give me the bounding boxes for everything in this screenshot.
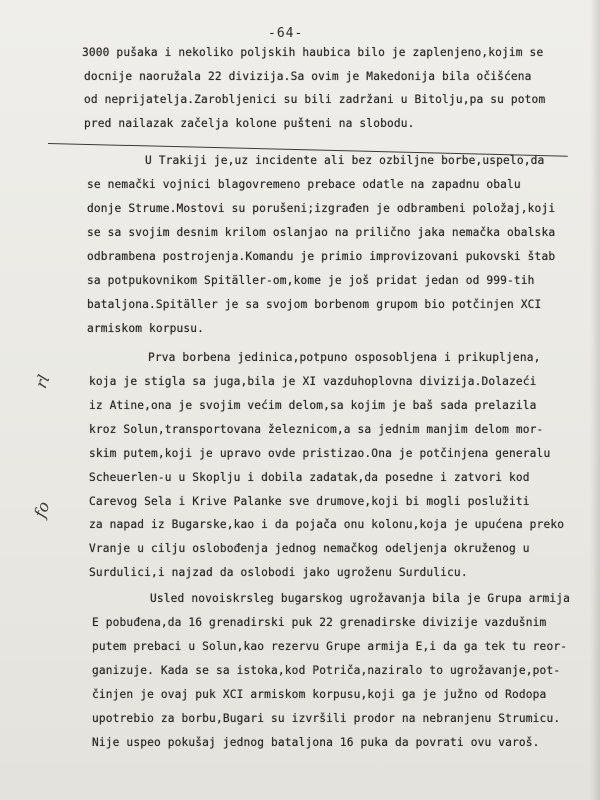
text-line: bataljona.Spitäller je sa svojom borbenom grupom bio potčinjen XCI [87,298,542,311]
text-line: putem prebaci u Solun,kao rezervu Grupe armija E,i da ga tek tu reor- [92,640,568,653]
text-line: Nije uspeo pokušaj jednog bataljona 16 puka da povrati ovu varoš. [92,736,540,749]
text-line: Surdulici,i najzad da oslobodi jako ugroženu Surdulicu. [89,566,468,579]
text-line: Scheuerlen-u u Skoplju i dobila zadatak,da posedne i zatvori kod [89,471,530,484]
text-line: ganizuje. Kada se sa istoka,kod Potriča,naziralo to ugrožavanje,pot- [92,664,561,677]
text-line: Vranje u cilju oslobođenja jednog nemačkog odeljenja okruženog u [89,542,530,555]
text-line: koja je stigla sa juga,bila je XI vazduhoplovna divizija.Dolazeći [89,375,537,388]
text-line: donje Strume.Mostovi su porušeni;izgrađen je odbrambeni položaj,koji [87,202,556,215]
text-line: docnije naoružala 22 divizija.Sa ovim je Makedonija bila očišćena [84,70,532,83]
text-line: U Trakiji je,uz incidente ali bez ozbiljne borbe,uspelo,da [145,154,545,167]
page-number: -64- [268,26,304,41]
text-line: Carevog Sela i Krive Palanke sve drumove,koji bi mogli poslužiti [89,495,530,508]
text-line: pred nailazak začelja kolone pušteni na slobodu. [84,117,415,130]
text-line: odbrambena postrojenja.Komandu je primio improvizovani pukovski štab [87,250,556,263]
margin-annotation-1: rl [31,372,54,391]
text-line: armiskom korpusu. [87,322,205,335]
text-line: se nemački vojnici blagovremeno prebace odatle na zapadnu obalu [87,178,521,191]
text-line: E pobuđena,da 16 grenadirski puk 22 grenadirske divizije vazdušnim [92,616,547,629]
text-line: upotrebio za borbu,Bugari su izvršili prodor na nebranjenu Strumicu. [92,712,561,725]
text-line: Usled novoiskrsleg bugarskog ugrožavanja bila je Grupa armija [150,592,571,605]
page-edge-shadow [590,0,600,800]
text-line: Prva borbena jedinica,potpuno osposobljena i prikupljena, [148,351,541,364]
text-line: skim putem,koji je upravo ovde pristizao.Ona je potčinjena generalu [89,447,551,460]
text-line: za napad iz Bugarske,kao i da pojača onu kolonu,koja je upućena preko [89,518,565,531]
text-line: od neprijatelja.Zarobljenici su bili zadržani u Bitolju,pa su potom [84,93,546,106]
text-line: se sa svojim desnim krilom oslanjao na prilično jaka nemačka obalska [87,226,556,239]
text-line: 3000 pušaka i nekoliko poljskih haubica bilo je zaplenjeno,kojim se [82,46,544,59]
margin-annotation-2: fo [30,498,54,521]
text-line: kroz Solun,transportovana železnicom,a sa jednim manjim delom mor- [89,423,544,436]
text-line: iz Atine,ona je svojim većim delom,sa kojim je baš sada prelazila [89,399,537,412]
text-line: sa potpukovnikom Spitäller-om,kome je još pridat jedan od 999-tih [87,274,535,287]
text-line: činjen je ovaj puk XCI armiskom korpusu,koji ga je južno od Rodopa [92,688,547,701]
